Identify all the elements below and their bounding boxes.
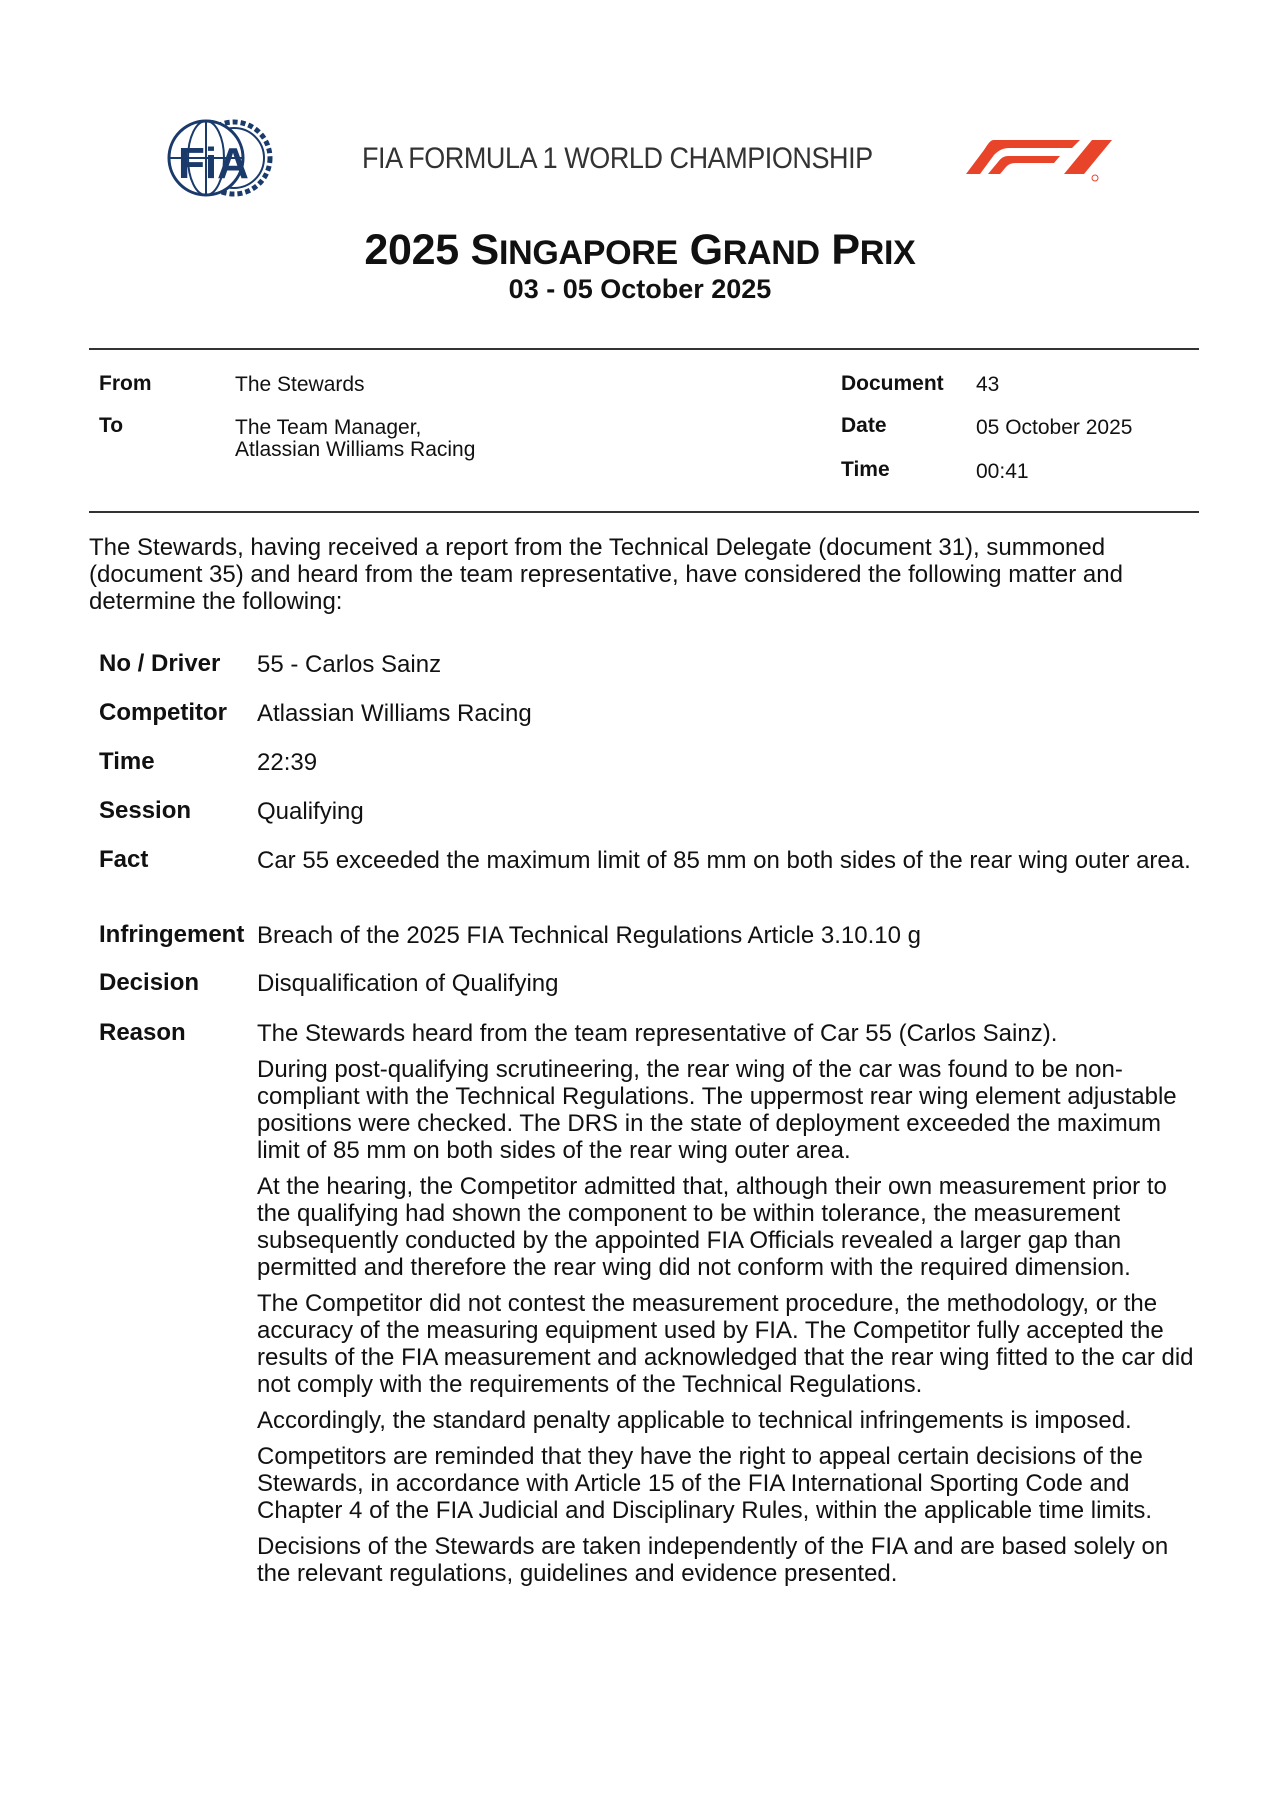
competitor-value: Atlassian Williams Racing — [257, 700, 532, 727]
decision-value: Disqualification of Qualifying — [257, 970, 559, 997]
reason-paragraph: The Stewards heard from the team representative of Car 55 (Carlos Sainz). — [257, 1020, 1058, 1047]
session-value: Qualifying — [257, 798, 364, 825]
time-label: Time — [841, 458, 890, 481]
f1-logo-icon — [964, 134, 1124, 182]
document-label: Document — [841, 372, 944, 395]
bottom-divider — [89, 511, 1199, 513]
session-label: Session — [99, 797, 192, 824]
to-value-line2: Atlassian Williams Racing — [235, 438, 476, 461]
from-label: From — [99, 372, 152, 395]
date-label: Date — [841, 414, 887, 437]
driver-value: 55 - Carlos Sainz — [257, 651, 442, 678]
top-divider — [89, 348, 1199, 350]
decision-label: Decision — [99, 969, 200, 996]
incident-time-value: 22:39 — [257, 749, 318, 776]
reason-label: Reason — [99, 1019, 186, 1046]
reason-body — [257, 1020, 1197, 1596]
fact-label: Fact — [99, 846, 149, 873]
reason-paragraph: Decisions of the Stewards are taken independently of the FIA and are based solely on the relevant regulations, guidelines and evidence presented. — [257, 1533, 1169, 1587]
to-value-line1: The Team Manager, — [235, 416, 422, 439]
driver-label: No / Driver — [99, 650, 221, 677]
reason-paragraph: During post-qualifying scrutineering, the rear wing of the car was found to be non-compliant with the Technical Regulations. The uppermost rear wing element adjustable positions were checked. The DRS in the state of deployment exceeded the maximum limit of 85 mm on both sides of the rear wing outer area. — [257, 1056, 1177, 1164]
time-value: 00:41 — [976, 460, 1029, 483]
intro-paragraph: The Stewards, having received a report from the Technical Delegate (document 31), summoned (document 35) and heard from the team representative, have considered the following matter and determine the following: — [89, 534, 1123, 615]
reason-paragraph: The Competitor did not contest the measurement procedure, the methodology, or the accuracy of the measuring equipment used by FIA. The Competitor fully accepted the results of the FIA measurement and acknowledged that the rear wing fitted to the car did not comply with the requirements of the Technical Regulations. — [257, 1290, 1194, 1398]
event-year: 2025 — [364, 226, 459, 274]
infringement-value: Breach of the 2025 FIA Technical Regulations Article 3.10.10 g — [257, 922, 921, 949]
reason-paragraph: Accordingly, the standard penalty applicable to technical infringements is imposed. — [257, 1407, 1132, 1434]
reason-paragraph: At the hearing, the Competitor admitted that, although their own measurement prior to the qualifying had shown the component to be within tolerance, the measurement subsequently conducted by the appointed FIA Officials revealed a larger gap than permitted and therefore the rear wing did not conform with the required dimension. — [257, 1173, 1167, 1281]
fia-logo-icon — [164, 118, 274, 198]
date-value: 05 October 2025 — [976, 416, 1133, 439]
from-value: The Stewards — [235, 373, 365, 396]
competitor-label: Competitor — [99, 699, 227, 726]
event-name: SINGAPORE GRAND PRIX — [470, 226, 916, 274]
event-title — [0, 226, 1280, 275]
championship-title: FIA FORMULA 1 WORLD CHAMPIONSHIP — [362, 142, 873, 175]
to-value — [235, 417, 475, 461]
document-value: 43 — [976, 373, 1000, 396]
event-dates: 03 - 05 October 2025 — [508, 274, 772, 304]
incident-time-label: Time — [99, 748, 155, 775]
infringement-label: Infringement — [99, 921, 245, 948]
reason-paragraph: Competitors are reminded that they have the right to appeal certain decisions of the Stewards, in accordance with Article 15 of the FIA International Sporting Code and Chapter 4 of the FIA Judicial and Disciplinary Rules, within the applicable time limits. — [257, 1443, 1153, 1524]
svg-text:FiA: FiA — [178, 139, 249, 188]
fact-value: Car 55 exceeded the maximum limit of 85 mm on both sides of the rear wing outer area. — [257, 847, 1191, 874]
to-label: To — [99, 414, 124, 437]
